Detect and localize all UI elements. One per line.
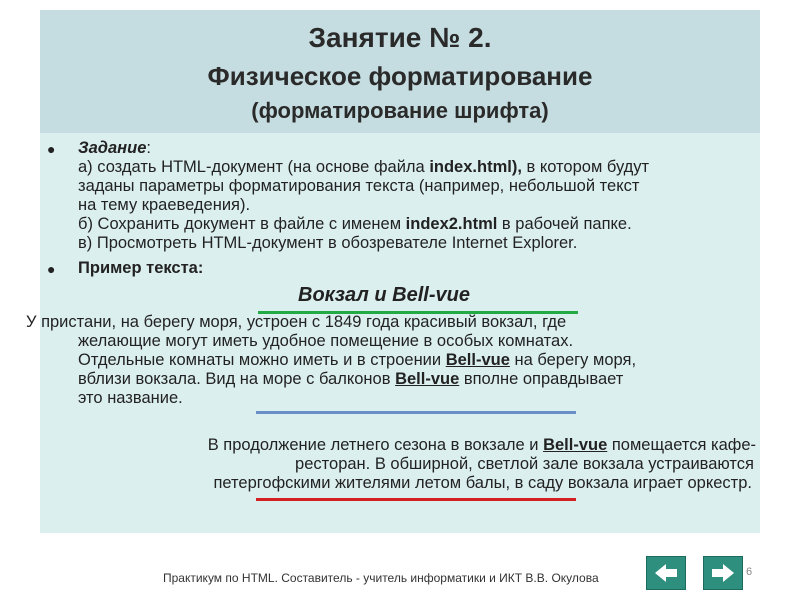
bullet-dot: ● — [47, 141, 56, 157]
task-a-suffix: в котором будут — [521, 158, 650, 176]
page-number: 6 — [746, 566, 753, 578]
task-colon: : — [146, 139, 151, 157]
task-heading — [78, 139, 151, 157]
task-label: Задание — [78, 139, 147, 157]
example-label: Пример текста: — [78, 259, 204, 277]
task-a-file: index.html), — [429, 158, 522, 176]
bellvue-term: Bell-vue — [395, 370, 460, 388]
para2-line2: ресторан. В обширной, светлой зале вокзала устраиваются — [295, 455, 754, 473]
para1-line3-prefix: Отдельные комнаты можно иметь и в строении — [78, 351, 446, 369]
slide-title-line3: (форматирование шрифта) — [251, 98, 549, 123]
para1-line4-suffix: вполне оправдывает — [459, 370, 624, 388]
task-a-line3: на тему краеведения). — [78, 196, 251, 214]
para2-line1-prefix: В продолжение летнего сезона в вокзале и — [207, 436, 544, 454]
para2-line1 — [208, 436, 756, 454]
blue-divider — [256, 411, 576, 414]
footer-credit: Практикум по HTML. Составитель - учитель информатики и ИКТ В.В. Окулова — [163, 571, 599, 585]
task-a-line1 — [78, 158, 649, 176]
prev-slide-button[interactable] — [646, 556, 686, 590]
para1-line2: желающие могут иметь удобное помещение в особых комнатах. — [78, 332, 574, 350]
task-c-line: в) Просмотреть HTML-документ в обозревателе Internet Explorer. — [78, 234, 578, 252]
task-a-prefix: а) создать HTML-документ (на основе файла — [78, 158, 430, 176]
bullet-dot: ● — [47, 261, 56, 277]
para1-line3-suffix: на берегу моря, — [509, 351, 637, 369]
bellvue-term: Bell-vue — [445, 351, 510, 369]
para2-line3: петергофскими жителями летом балы, в саду вокзала играет оркестр. — [213, 474, 752, 492]
slide-header — [40, 10, 760, 133]
arrow-right-icon — [710, 562, 736, 584]
task-b-file: index2.html — [405, 215, 498, 233]
para1-line4 — [78, 370, 623, 388]
next-slide-button[interactable] — [703, 556, 743, 590]
task-b-line — [78, 215, 632, 233]
task-a-line2: заданы параметры форматирования текста (например, небольшой текст — [78, 177, 640, 195]
bellvue-term: Bell-vue — [543, 436, 608, 454]
para1-line1: У пристани, на берегу моря, устроен с 1849 года красивый вокзал, где — [26, 313, 567, 331]
para1-line3 — [78, 351, 636, 369]
task-b-suffix: в рабочей папке. — [497, 215, 632, 233]
slide-title-line2: Физическое форматирование — [207, 61, 593, 91]
example-title: Вокзал и Bell-vue — [298, 284, 470, 306]
task-b-prefix: б) Сохранить документ в файле с именем — [78, 215, 406, 233]
red-divider — [256, 498, 576, 501]
para1-line5: это название. — [78, 389, 183, 407]
arrow-left-icon — [653, 562, 679, 584]
para2-line1-suffix: помещается кафе- — [607, 436, 756, 454]
para1-line4-prefix: вблизи вокзала. Вид на море с балконов — [78, 370, 396, 388]
slide-title-line1: Занятие № 2. — [308, 22, 492, 53]
